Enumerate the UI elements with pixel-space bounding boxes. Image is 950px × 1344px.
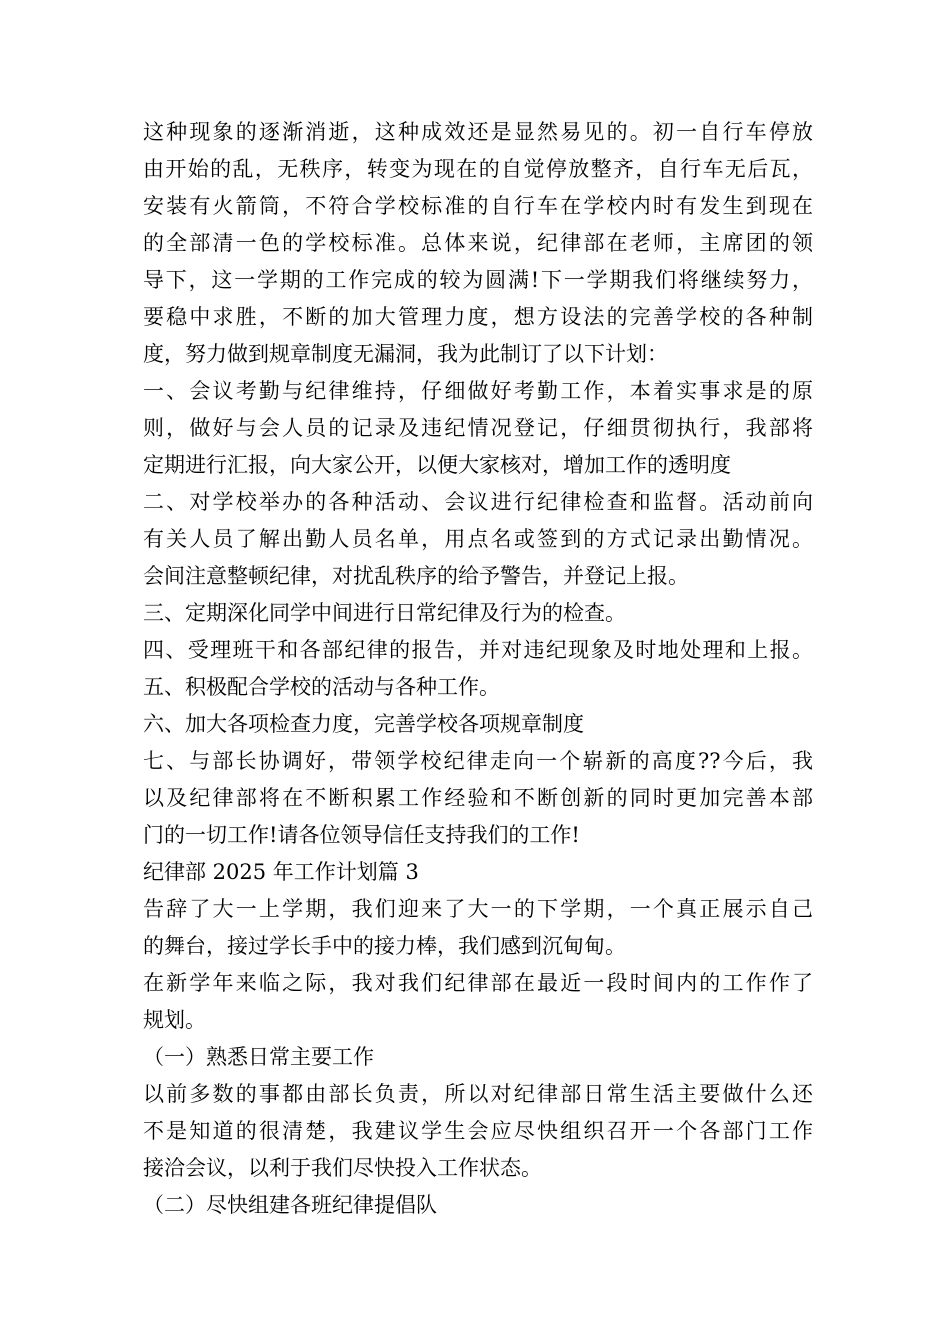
text-line: 导下，这一学期的工作完成的较为圆满!下一学期我们将继续努力， [143,268,813,292]
text-line: 七、与部长协调好，带领学校纪律走向一个崭新的高度??今后，我 [143,749,813,773]
subheading: （二）尽快组建各班纪律提倡队 [143,1193,437,1217]
text-line: 三、定期深化同学中间进行日常纪律及行为的检查。 [143,601,626,625]
section-heading: 纪律部 2025 年工作计划篇 3 [143,860,419,884]
text-line: 门的一切工作!请各位领导信任支持我们的工作! [143,823,580,847]
text-line: 则，做好与会人员的记录及违纪情况登记，仔细贯彻执行，我部将 [143,416,813,440]
document-body [143,114,813,1224]
text-line: 由开始的乱，无秩序，转变为现在的自觉停放整齐，自行车无后瓦， [143,157,813,181]
text-line: 有关人员了解出勤人员名单，用点名或签到的方式记录出勤情况。 [143,527,813,551]
text-line: 的舞台，接过学长手中的接力棒，我们感到沉甸甸。 [143,934,626,958]
text-line: 定期进行汇报，向大家公开，以便大家核对，增加工作的透明度 [143,453,731,477]
text-line: 度，努力做到规章制度无漏洞，我为此制订了以下计划： [143,342,668,366]
text-line: 二、对学校举办的各种活动、会议进行纪律检查和监督。活动前向 [143,490,813,514]
text-line: 安装有火箭筒，不符合学校标准的自行车在学校内时有发生到现在 [143,194,813,218]
text-line: 接洽会议，以利于我们尽快投入工作状态。 [143,1156,542,1180]
text-line: 的全部清一色的学校标准。总体来说，纪律部在老师，主席团的领 [143,231,813,255]
text-line: 六、加大各项检查力度，完善学校各项规章制度 [143,712,584,736]
subheading: （一）熟悉日常主要工作 [143,1045,374,1069]
text-line: 规划。 [143,1008,206,1032]
text-line: 四、受理班干和各部纪律的报告，并对违纪现象及时地处理和上报。 [143,638,813,662]
text-line: 会间注意整顿纪律，对扰乱秩序的给予警告，并登记上报。 [143,564,689,588]
text-line: 这种现象的逐渐消逝，这种成效还是显然易见的。初一自行车停放 [143,120,813,144]
text-line: 在新学年来临之际，我对我们纪律部在最近一段时间内的工作作了 [143,971,813,995]
text-line: 一、会议考勤与纪律维持，仔细做好考勤工作，本着实事求是的原 [143,379,813,403]
text-line: 五、积极配合学校的活动与各种工作。 [143,675,500,699]
text-line: 以前多数的事都由部长负责，所以对纪律部日常生活主要做什么还 [143,1082,813,1106]
text-line: 要稳中求胜，不断的加大管理力度，想方设法的完善学校的各种制 [143,305,813,329]
text-line: 以及纪律部将在不断积累工作经验和不断创新的同时更加完善本部 [143,786,813,810]
text-line: 不是知道的很清楚，我建议学生会应尽快组织召开一个各部门工作 [143,1119,813,1143]
text-line: 告辞了大一上学期，我们迎来了大一的下学期，一个真正展示自己 [143,897,813,921]
